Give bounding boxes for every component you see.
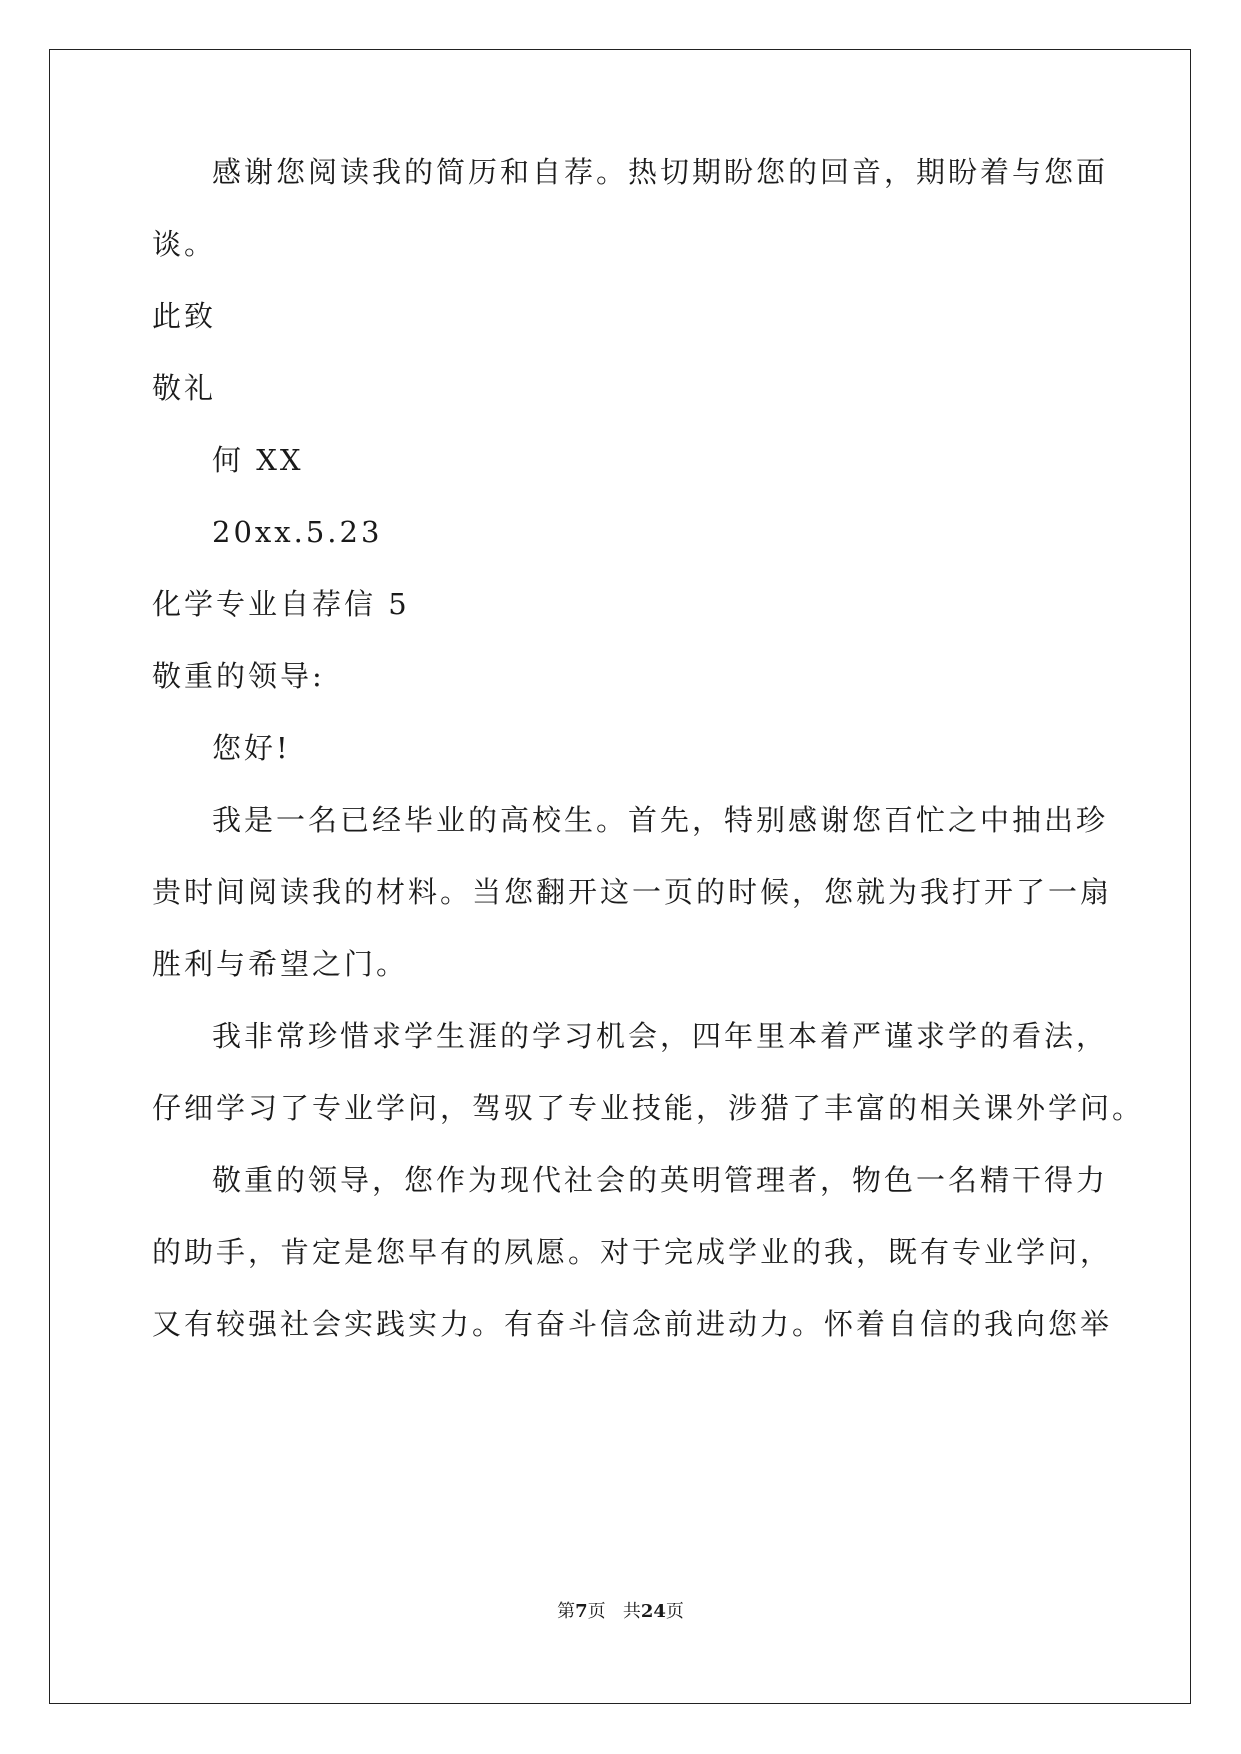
current-page-number: 7 [575, 1601, 588, 1622]
paragraph-line: 谈。 [152, 227, 217, 261]
paragraph-line: 仔细学习了专业学问，驾驭了专业技能，涉猎了丰富的相关课外学问。 [152, 1091, 1145, 1125]
paragraph-line: 又有较强社会实践实力。有奋斗信念前进动力。怀着自信的我向您举 [152, 1307, 1113, 1341]
total-pages-number: 24 [640, 1601, 666, 1622]
paragraph-line: 胜利与希望之门。 [152, 947, 409, 981]
footer-page-word: 页 [587, 1601, 606, 1622]
footer-prefix: 第 [557, 1601, 576, 1622]
footer-total-prefix: 共 [622, 1601, 641, 1622]
page-footer [0, 1600, 1241, 1624]
signature-date: 20xx.5.23 [212, 515, 383, 549]
paragraph-line: 我是一名已经毕业的高校生。首先，特别感谢您百忙之中抽出珍 [212, 803, 1109, 837]
greeting-recipient: 敬重的领导: [152, 659, 325, 693]
signature-name: 何 XX [212, 443, 304, 477]
section-heading: 化学专业自荐信 5 [152, 587, 410, 621]
footer-total-suffix: 页 [665, 1601, 684, 1622]
greeting: 您好! [212, 731, 291, 765]
closing-salutation: 此致 [152, 299, 217, 333]
paragraph-line: 敬重的领导，您作为现代社会的英明管理者，物色一名精干得力 [212, 1163, 1109, 1197]
closing-regards: 敬礼 [152, 371, 217, 405]
paragraph-line: 贵时间阅读我的材料。当您翻开这一页的时候，您就为我打开了一扇 [152, 875, 1113, 909]
paragraph-line: 的助手，肯定是您早有的夙愿。对于完成学业的我，既有专业学问， [152, 1235, 1113, 1269]
paragraph-line: 感谢您阅读我的简历和自荐。热切期盼您的回音，期盼着与您面 [212, 155, 1109, 189]
paragraph-line: 我非常珍惜求学生涯的学习机会，四年里本着严谨求学的看法， [212, 1019, 1109, 1053]
